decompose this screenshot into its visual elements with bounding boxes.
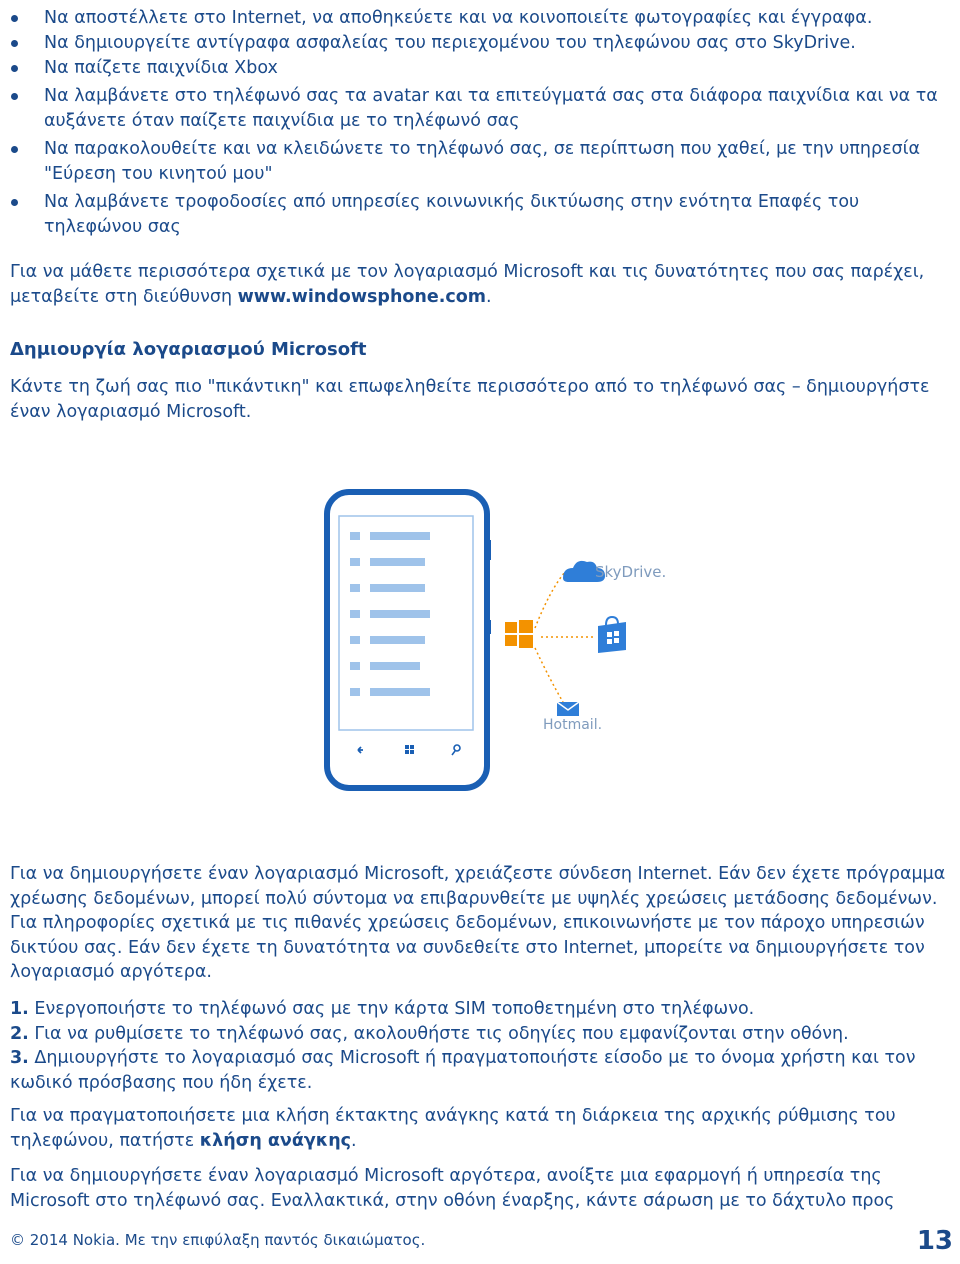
step-number: 3. bbox=[10, 1048, 29, 1068]
more-info-paragraph bbox=[10, 260, 955, 309]
bullet-icon bbox=[11, 65, 18, 72]
list-item-text: Να λαμβάνετε στο τηλέφωνό σας τα avatar και τα επιτεύγματά σας στα διάφορα παιχνίδια και να τα αυξάνετε όταν παίζετε παιχνίδια με το τηλέφωνό σας bbox=[44, 86, 938, 131]
list-item-text: Να λαμβάνετε τροφοδοσίες από υπηρεσίες κοινωνικής δικτύωσης στην ενότητα Επαφές του τηλεφώνου σας bbox=[44, 192, 860, 237]
connection-lines bbox=[535, 572, 593, 702]
hotmail-icon bbox=[557, 702, 579, 716]
list-item bbox=[10, 137, 955, 187]
create-later-paragraph: Για να δημιουργήσετε έναν λογαριασμό Microsoft αργότερα, ανοίξτε μια εφαρμογή ή υπηρεσία της Microsoft στο τηλέφωνό σας. Εναλλακτικά, στην οθόνη έναρξης, κάντε σάρωση με το δάχτυλο προς bbox=[10, 1166, 895, 1211]
list-item bbox=[10, 1022, 955, 1047]
setup-steps bbox=[10, 997, 955, 1095]
microsoft-account-illustration bbox=[315, 480, 685, 800]
store-icon bbox=[598, 617, 626, 653]
list-item bbox=[10, 997, 955, 1022]
step-text: Για να ρυθμίσετε το τηλέφωνό σας, ακολουθήστε τις οδηγίες που εμφανίζονται στην οθόνη. bbox=[28, 1023, 849, 1044]
skydrive-label: SkyDrive. bbox=[595, 563, 667, 581]
more-info-text: Για να μάθετε περισσότερα σχετικά με τον λογαριασμό Microsoft και τις δυνατότητες που σας παρέχει, μεταβείτε στη διεύθυνση bbox=[10, 262, 925, 307]
emergency-call-paragraph bbox=[10, 1104, 955, 1153]
emergency-call-term: κλήση ανάγκης bbox=[199, 1130, 352, 1151]
intro-paragraph: Κάντε τη ζωή σας πιο "πικάντικη" και επωφεληθείτε περισσότερο από το τηλέφωνό σας – δημιουργήστε έναν λογαριασμό Microsoft. bbox=[10, 377, 930, 422]
bullet-icon bbox=[11, 15, 18, 22]
list-item bbox=[10, 6, 955, 31]
list-item bbox=[10, 56, 955, 81]
emergency-text: Για να πραγματοποιήσετε μια κλήση έκτακτης ανάγκης κατά τη διάρκεια της αρχικής ρύθμισης του τηλεφώνου, πατήστε bbox=[10, 1106, 896, 1151]
list-item bbox=[10, 84, 955, 134]
list-item-text: Να αποστέλλετε στο Internet, να αποθηκεύετε και να κοινοποιείτε φωτογραφίες και έγγραφα. bbox=[44, 8, 873, 28]
more-info-end: . bbox=[486, 286, 492, 307]
list-item bbox=[10, 31, 955, 56]
windowsphone-link[interactable]: www.windowsphone.com bbox=[237, 286, 487, 307]
copyright-footer: © 2014 Nokia. Με την επιφύλαξη παντός δικαιώματος. bbox=[10, 1231, 426, 1249]
step-number: 2. bbox=[10, 1023, 29, 1044]
hotmail-label: Hotmail. bbox=[543, 717, 603, 733]
step-text: Δημιουργήστε το λογαριασμό σας Microsoft ή πραγματοποιήστε είσοδο με το όνομα χρήστη και τον κωδικό πρόσβασης που ήδη έχετε. bbox=[10, 1048, 916, 1093]
bullet-icon bbox=[11, 199, 18, 206]
step-text: Ενεργοποιήστε το τηλέφωνό σας με την κάρτα SIM τοποθετημένη στο τηλέφωνο. bbox=[28, 999, 755, 1019]
list-item-text: Να δημιουργείτε αντίγραφα ασφαλείας του περιεχομένου του τηλεφώνου σας στο SkyDrive. bbox=[44, 33, 856, 53]
phone-icon bbox=[327, 492, 491, 788]
step-number: 1. bbox=[10, 999, 29, 1019]
bullet-icon bbox=[11, 93, 18, 100]
list-item bbox=[10, 1046, 955, 1095]
internet-requirement-paragraph: Για να δημιουργήσετε έναν λογαριασμό Microsoft, χρειάζεστε σύνδεση Internet. Εάν δεν έχετε πρόγραμμα χρέωσης δεδομένων, μπορεί πολύ σύντομα να επιβαρυνθείτε με υψηλές χρεώσεις μετάδοσης δεδομένων. Για πληροφορίες σχετικά με τις πιθανές χρεώσεις δεδομένων, επικοινωνήστε με τον πάροχο υπηρεσιών δικτύου σας. Εάν δεν έχετε τη δυνατότητα να συνδεθείτε στο Internet, μπορείτε να δημιουργήσετε τον λογαριασμό αργότερα. bbox=[10, 864, 946, 982]
feature-list bbox=[10, 6, 955, 240]
bullet-icon bbox=[11, 146, 18, 153]
windows-logo-icon bbox=[505, 620, 533, 648]
list-item bbox=[10, 190, 955, 240]
bullet-icon bbox=[11, 40, 18, 47]
section-heading: Δημιουργία λογαριασμού Microsoft bbox=[10, 339, 367, 360]
list-item-text: Να παίζετε παιχνίδια Xbox bbox=[44, 58, 278, 78]
list-item-text: Να παρακολουθείτε και να κλειδώνετε το τηλέφωνό σας, σε περίπτωση που χαθεί, με την υπηρεσία "Εύρεση του κινητού μου" bbox=[44, 139, 921, 184]
emergency-end: . bbox=[351, 1130, 357, 1151]
page-number: 13 bbox=[916, 1226, 953, 1256]
